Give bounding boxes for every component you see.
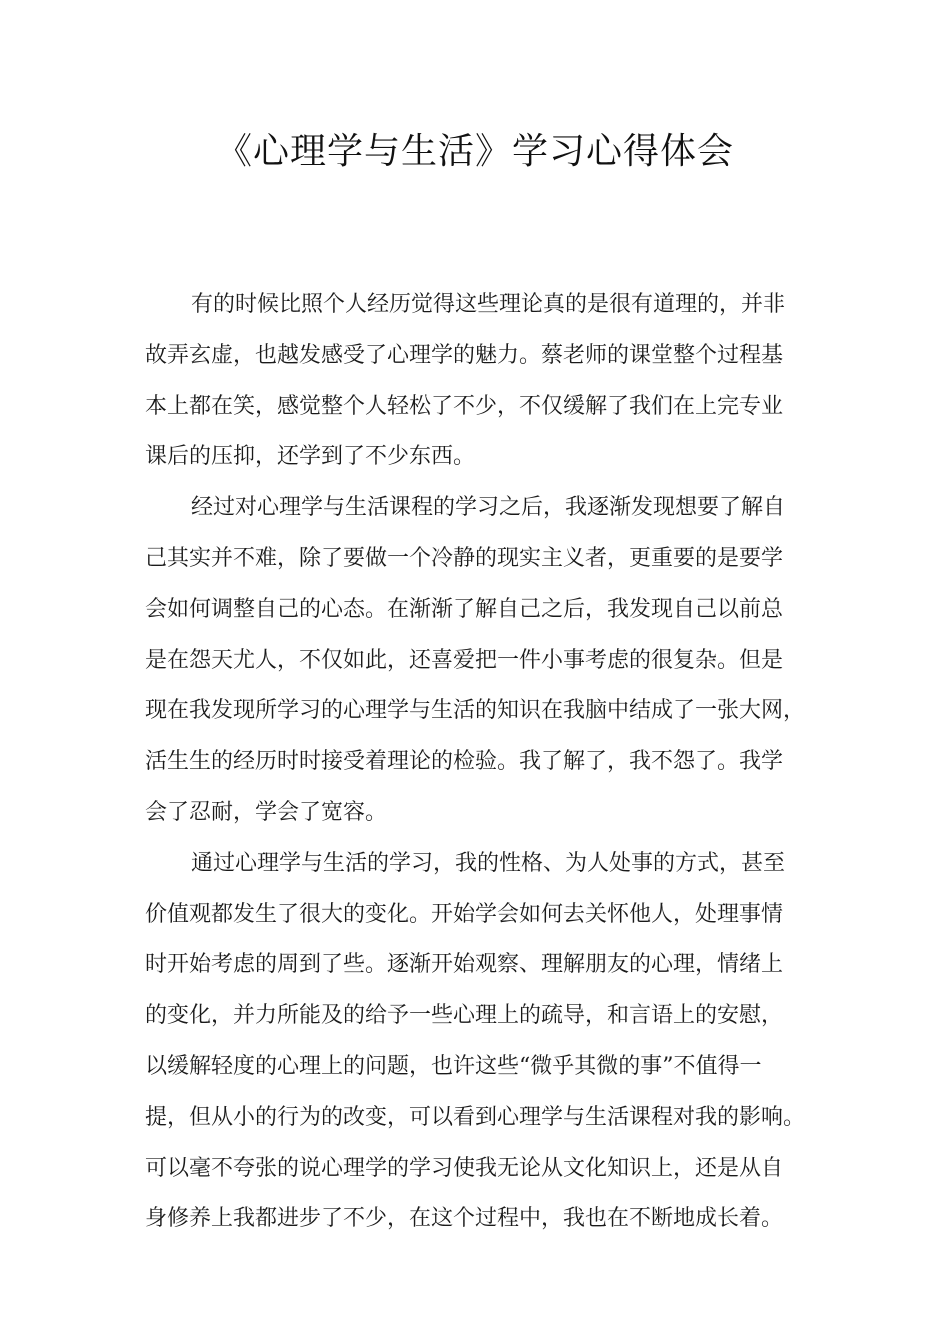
paragraph-2 (145, 483, 835, 839)
paragraph-line: 会了忍耐，学会了宽容。 (145, 799, 388, 825)
paragraph-line: 有的时候比照个人经历觉得这些理论真的是很有道理的，并非 (191, 292, 786, 317)
paragraph-line: 的变化，并力所能及的给予一些心理上的疏导，和言语上的安慰， (145, 1003, 784, 1029)
paragraph-line: 价值观都发生了很大的变化。开始学会如何去关怀他人，处理事情 (145, 901, 784, 927)
paragraph-line: 身修养上我都进步了不少，在这个过程中，我也在不断地成长着。 (145, 1206, 784, 1232)
paragraph-line: 以缓解轻度的心理上的问题，也许这些“微乎其微的事”不值得一 (145, 1053, 762, 1079)
paragraph-line: 经过对心理学与生活课程的学习之后，我逐渐发现想要了解自 (191, 495, 786, 521)
paragraph-line: 提，但从小的行为的改变，可以看到心理学与生活课程对我的影响。 (145, 1104, 806, 1130)
paragraph-line: 现在我发现所学习的心理学与生活的知识在我脑中结成了一张大网， (145, 698, 806, 724)
document-body (145, 280, 835, 1245)
paragraph-1 (145, 280, 835, 483)
paragraph-line: 是在怨天尤人，不仅如此，还喜爱把一件小事考虑的很复杂。但是 (145, 647, 784, 673)
paragraph-line: 故弄玄虚，也越发感受了心理学的魅力。蔡老师的课堂整个过程基 (145, 342, 784, 368)
paragraph-line: 课后的压抑，还学到了不少东西。 (145, 444, 476, 470)
paragraph-line: 时开始考虑的周到了些。逐渐开始观察、理解朋友的心理，情绪上 (145, 952, 784, 978)
paragraph-line: 活生生的经历时时接受着理论的检验。我了解了，我不怨了。我学 (145, 749, 784, 775)
paragraph-line: 通过心理学与生活的学习，我的性格、为人处事的方式，甚至 (191, 850, 786, 876)
paragraph-3 (145, 839, 835, 1245)
paragraph-line: 本上都在笑，感觉整个人轻松了不少，不仅缓解了我们在上完专业 (145, 393, 784, 419)
paragraph-line: 己其实并不难，除了要做一个冷静的现实主义者，更重要的是要学 (145, 545, 784, 571)
paragraph-line: 会如何调整自己的心态。在渐渐了解自己之后，我发现自己以前总 (145, 596, 784, 622)
paragraph-line: 可以毫不夸张的说心理学的学习使我无论从文化知识上，还是从自 (145, 1155, 784, 1181)
document-title: 《心理学与生活》学习心得体会 (215, 131, 734, 172)
